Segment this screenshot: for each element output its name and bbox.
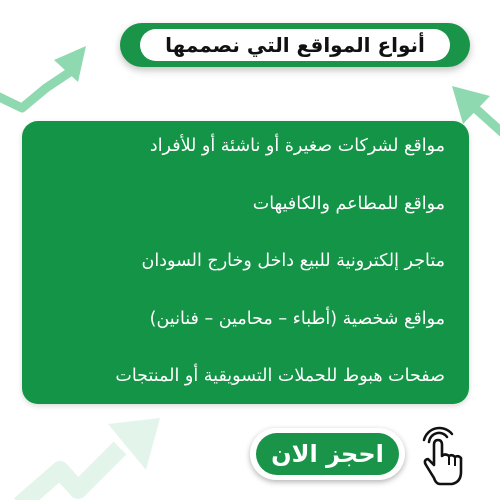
list-item: مواقع لشركات صغيرة أو ناشئة أو للأفراد [149, 136, 445, 156]
list-item: مواقع للمطاعم والكافيهات [252, 193, 445, 214]
arrow-up-right-icon [0, 46, 86, 108]
website-types-list [46, 123, 445, 411]
list-item: مواقع شخصية (أطباء – محامين – فنانين) [149, 308, 445, 329]
book-now-button[interactable] [250, 428, 405, 480]
page-title: أنواع المواقع التي نصممها [140, 29, 450, 61]
arrow-up-right-icon [20, 418, 160, 500]
list-item: صفحات هبوط للحملات التسويقية أو المنتجات [115, 366, 445, 386]
website-types-panel [22, 121, 469, 404]
tap-hand-icon[interactable] [410, 420, 470, 488]
list-item: متاجر إلكترونية للبيع داخل وخارج السودان [141, 251, 445, 271]
book-now-label: احجز الان [256, 433, 399, 475]
